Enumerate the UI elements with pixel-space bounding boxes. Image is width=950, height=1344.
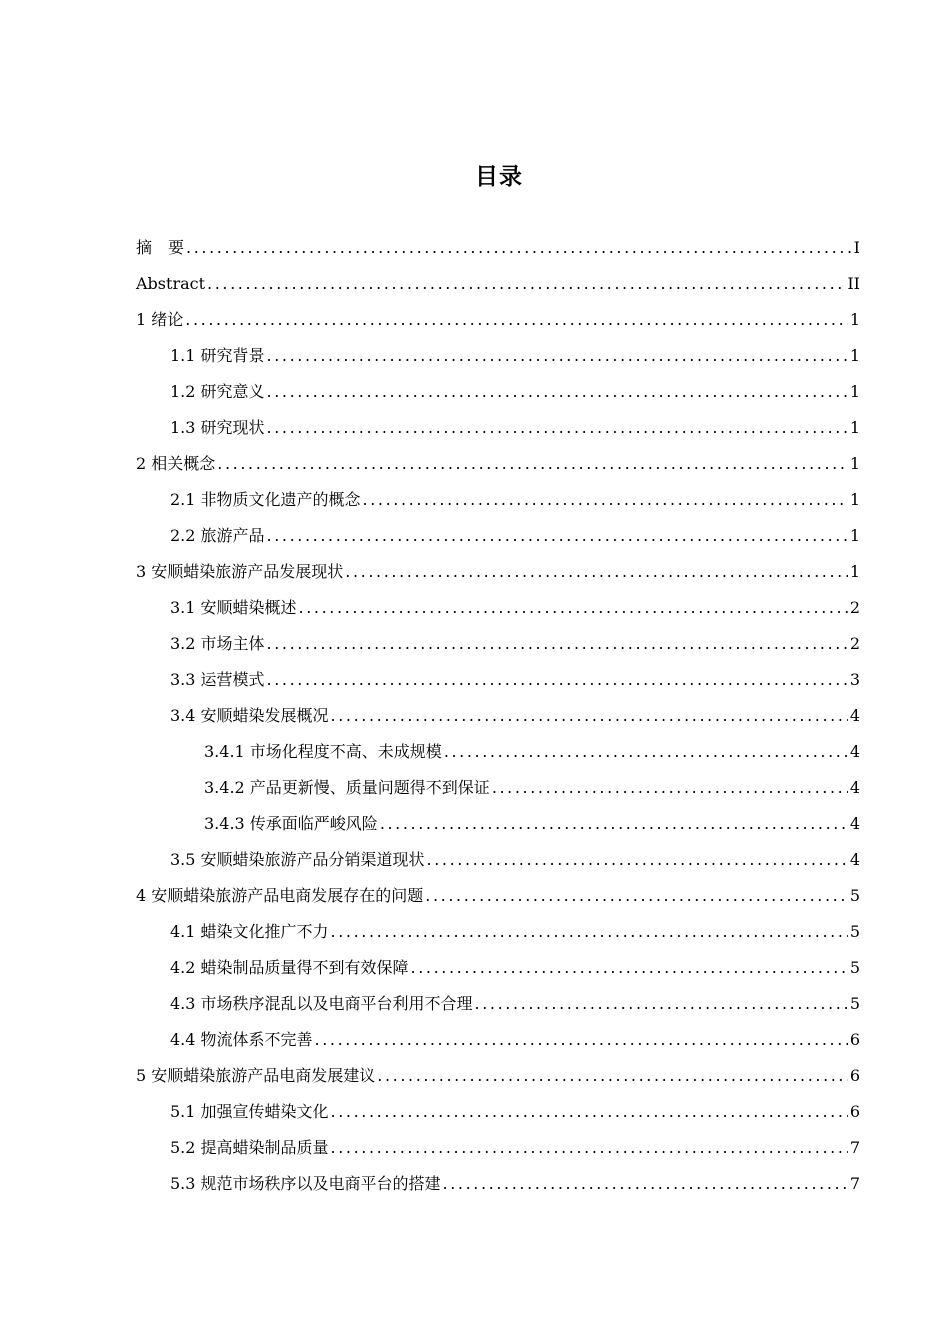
toc-entry[interactable] bbox=[136, 1130, 860, 1166]
toc-page-number: 7 bbox=[849, 1174, 860, 1193]
toc-entry[interactable] bbox=[136, 698, 860, 734]
toc-dot-leader bbox=[299, 590, 848, 626]
toc-dot-leader bbox=[380, 806, 848, 842]
toc-entry[interactable] bbox=[136, 842, 860, 878]
toc-dot-leader bbox=[377, 1058, 848, 1094]
toc-entry-text: 3.5 安顺蜡染旅游产品分销渠道现状 bbox=[170, 850, 425, 869]
toc-entry-text: 1.1 研究背景 bbox=[170, 346, 265, 365]
toc-page-number: 7 bbox=[849, 1138, 860, 1157]
toc-dot-leader bbox=[267, 518, 848, 554]
toc-page-number: 3 bbox=[849, 670, 860, 689]
toc-entry[interactable] bbox=[136, 734, 860, 770]
toc-entry-text: 5 安顺蜡染旅游产品电商发展建议 bbox=[136, 1066, 376, 1085]
toc-page-number: 5 bbox=[849, 886, 860, 905]
toc-page-number: 2 bbox=[849, 634, 860, 653]
toc-page-number: 4 bbox=[849, 814, 860, 833]
toc-dot-leader bbox=[331, 698, 848, 734]
toc-page-number: 6 bbox=[849, 1066, 860, 1085]
toc-page-number: 6 bbox=[849, 1030, 860, 1049]
toc-entry-text: 5.1 加强宣传蜡染文化 bbox=[170, 1102, 329, 1121]
toc-entry[interactable] bbox=[136, 986, 860, 1022]
table-of-contents bbox=[136, 230, 860, 1202]
toc-dot-leader bbox=[331, 1094, 848, 1130]
toc-entry[interactable] bbox=[136, 914, 860, 950]
toc-entry-text: 3.4.1 市场化程度不高、未成规模 bbox=[204, 742, 442, 761]
toc-page-number: 1 bbox=[849, 490, 860, 509]
toc-entry-text: 1.2 研究意义 bbox=[170, 382, 265, 401]
toc-entry[interactable] bbox=[136, 1166, 860, 1202]
toc-entry-text: 2.1 非物质文化遗产的概念 bbox=[170, 490, 361, 509]
toc-page-number: II bbox=[847, 274, 860, 293]
toc-entry[interactable] bbox=[136, 662, 860, 698]
toc-entry[interactable] bbox=[136, 302, 860, 338]
toc-entry-text: 3.4.3 传承面临严峻风险 bbox=[204, 814, 378, 833]
toc-entry[interactable] bbox=[136, 266, 860, 302]
toc-dot-leader bbox=[331, 914, 848, 950]
toc-page-number: 1 bbox=[849, 346, 860, 365]
toc-page-number: 1 bbox=[849, 382, 860, 401]
toc-entry[interactable] bbox=[136, 806, 860, 842]
toc-dot-leader bbox=[492, 770, 848, 806]
toc-entry-text: 5.2 提高蜡染制品质量 bbox=[170, 1138, 329, 1157]
toc-page-number: 5 bbox=[849, 922, 860, 941]
toc-entry-text: 4 安顺蜡染旅游产品电商发展存在的问题 bbox=[136, 886, 424, 905]
toc-entry-text: 2 相关概念 bbox=[136, 454, 216, 473]
toc-entry-text: 3 安顺蜡染旅游产品发展现状 bbox=[136, 562, 344, 581]
toc-entry[interactable] bbox=[136, 338, 860, 374]
toc-page-number: 2 bbox=[849, 598, 860, 617]
toc-dot-leader bbox=[475, 986, 848, 1022]
toc-entry-text: 2.2 旅游产品 bbox=[170, 526, 265, 545]
toc-dot-leader bbox=[267, 338, 848, 374]
toc-entry-text: 1.3 研究现状 bbox=[170, 418, 265, 437]
toc-entry[interactable] bbox=[136, 878, 860, 914]
toc-dot-leader bbox=[186, 230, 852, 266]
toc-dot-leader bbox=[345, 554, 848, 590]
toc-dot-leader bbox=[207, 266, 845, 302]
toc-entry-text: 4.1 蜡染文化推广不力 bbox=[170, 922, 329, 941]
toc-entry-text: 3.3 运营模式 bbox=[170, 670, 265, 689]
toc-dot-leader bbox=[315, 1022, 848, 1058]
toc-dot-leader bbox=[267, 626, 848, 662]
toc-entry[interactable] bbox=[136, 1058, 860, 1094]
toc-entry-text: 3.2 市场主体 bbox=[170, 634, 265, 653]
toc-entry[interactable] bbox=[136, 1022, 860, 1058]
toc-dot-leader bbox=[444, 734, 848, 770]
toc-page-number: 5 bbox=[849, 958, 860, 977]
toc-entry[interactable] bbox=[136, 770, 860, 806]
toc-page-number: 1 bbox=[849, 454, 860, 473]
toc-page-number: I bbox=[853, 238, 860, 257]
toc-dot-leader bbox=[363, 482, 848, 518]
toc-entry[interactable] bbox=[136, 230, 860, 266]
toc-entry-text: Abstract bbox=[136, 274, 206, 293]
toc-dot-leader bbox=[427, 842, 848, 878]
toc-entry-text: 4.2 蜡染制品质量得不到有效保障 bbox=[170, 958, 409, 977]
toc-entry[interactable] bbox=[136, 1094, 860, 1130]
toc-dot-leader bbox=[217, 446, 848, 482]
page-title: 目录 bbox=[475, 164, 523, 190]
toc-entry[interactable] bbox=[136, 518, 860, 554]
toc-entry-text: 4.4 物流体系不完善 bbox=[170, 1030, 313, 1049]
toc-page-number: 4 bbox=[849, 778, 860, 797]
toc-entry-text: 3.4.2 产品更新慢、质量问题得不到保证 bbox=[204, 778, 490, 797]
toc-dot-leader bbox=[267, 410, 848, 446]
toc-page-number: 4 bbox=[849, 706, 860, 725]
toc-page-number: 5 bbox=[849, 994, 860, 1013]
toc-entry-text: 1 绪论 bbox=[136, 310, 184, 329]
toc-page-number: 4 bbox=[849, 850, 860, 869]
toc-entry[interactable] bbox=[136, 482, 860, 518]
toc-entry[interactable] bbox=[136, 554, 860, 590]
toc-page-number: 4 bbox=[849, 742, 860, 761]
toc-entry[interactable] bbox=[136, 626, 860, 662]
toc-entry-text: 5.3 规范市场秩序以及电商平台的搭建 bbox=[170, 1174, 441, 1193]
toc-dot-leader bbox=[443, 1166, 848, 1202]
toc-dot-leader bbox=[425, 878, 848, 914]
toc-entry-text: 3.4 安顺蜡染发展概况 bbox=[170, 706, 329, 725]
toc-page-number: 1 bbox=[849, 310, 860, 329]
toc-page-number: 1 bbox=[849, 418, 860, 437]
toc-entry-text: 摘 要 bbox=[136, 238, 185, 257]
toc-dot-leader bbox=[267, 662, 848, 698]
toc-entry[interactable] bbox=[136, 446, 860, 482]
toc-dot-leader bbox=[267, 374, 848, 410]
toc-entry[interactable] bbox=[136, 374, 860, 410]
toc-entry[interactable] bbox=[136, 590, 860, 626]
toc-entry-text: 3.1 安顺蜡染概述 bbox=[170, 598, 297, 617]
toc-entry[interactable] bbox=[136, 950, 860, 986]
toc-entry[interactable] bbox=[136, 410, 860, 446]
toc-dot-leader bbox=[185, 302, 848, 338]
toc-page-number: 1 bbox=[849, 526, 860, 545]
toc-dot-leader bbox=[411, 950, 848, 986]
toc-entry-text: 4.3 市场秩序混乱以及电商平台利用不合理 bbox=[170, 994, 473, 1013]
toc-dot-leader bbox=[331, 1130, 848, 1166]
toc-page-number: 6 bbox=[849, 1102, 860, 1121]
toc-page-number: 1 bbox=[849, 562, 860, 581]
